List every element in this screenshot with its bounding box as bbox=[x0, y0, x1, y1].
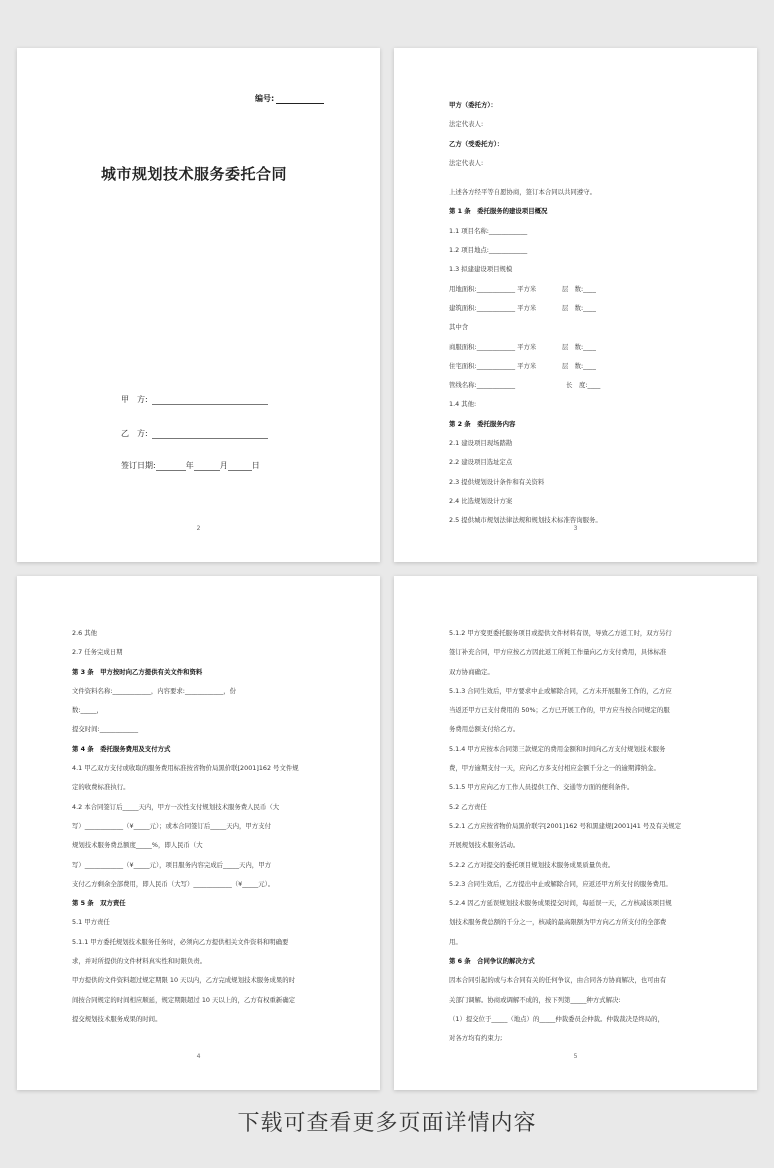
contract-number bbox=[255, 93, 324, 104]
text-line: 5.2.3 合同生效后，乙方提出中止或解除合同，应返还甲方所支付的服务费用。 bbox=[449, 879, 672, 888]
text-line: 上述各方经平等自愿协商，签订本合同以共同遵守。 bbox=[449, 188, 596, 197]
page-text bbox=[72, 624, 352, 1029]
text-line: 2.6 其他 bbox=[72, 629, 97, 637]
text-line: 1.4 其他: bbox=[449, 400, 477, 409]
text-line: 5.1.2 甲方变更委托服务项目或提供文件材料有误，导致乙方返工时，双方另行 bbox=[449, 629, 672, 637]
text-line: 2.1 建设项目现场踏勘 bbox=[449, 439, 513, 448]
text-line: 文件资料名称:____________，内容要求:____________，份 bbox=[72, 686, 237, 695]
text-line: 双方协商确定。 bbox=[449, 667, 494, 676]
day-blank bbox=[228, 461, 252, 471]
text-line: 签订补充合同，甲方应按乙方因此返工所耗工作量向乙方支付费用，具体标准 bbox=[449, 648, 667, 657]
text-line: 间按合同规定的时间相应顺延，规定期限超过 10 天以上的，乙方有权重新确定 bbox=[72, 995, 296, 1004]
page-text bbox=[449, 624, 729, 1049]
text-line: 5.2.2 乙方对提交的委托项目规划技术服务成果质量负责。 bbox=[449, 860, 615, 869]
party-a-blank bbox=[152, 395, 268, 405]
text-line: 2.4 比选规划设计方案 bbox=[449, 496, 513, 505]
text-line: 5.1.4 甲方应按本合同第三款规定的费用金额和时间向乙方支付规划技术服务 bbox=[449, 744, 666, 753]
text-line: 5.2.4 因乙方延误规划技术服务成果提交时间，每延误一天，乙方核减该项目规 bbox=[449, 899, 672, 908]
text-line: 2.7 任务完成日期 bbox=[72, 648, 123, 657]
page-text bbox=[449, 96, 729, 531]
party-a-line bbox=[121, 394, 268, 405]
text-line: 法定代表人: bbox=[449, 158, 484, 167]
sign-date-line bbox=[121, 460, 260, 471]
text-line: 住宅面积:____________ 平方米 层 数:____ bbox=[449, 361, 596, 370]
text-line: 1.2 项目地点:____________ bbox=[449, 246, 528, 255]
cover-page bbox=[17, 48, 380, 562]
text-line: 划技术服务费总额的千分之一，核减的最高限额为甲方向乙方所支付的全部费 bbox=[449, 918, 667, 927]
contract-page-3 bbox=[394, 48, 757, 562]
download-more-link[interactable]: 下载可查看更多页面详情内容 bbox=[237, 1111, 537, 1136]
text-line: 开展规划技术服务活动。 bbox=[449, 841, 520, 850]
text-line: 对各方均有约束力; bbox=[449, 1034, 503, 1043]
clause-heading: 第 4 条 委托服务费用及支付方式 bbox=[72, 744, 171, 753]
text-line: （1）提交位于_____（地点）的_____仲裁委员会仲裁。仲裁裁决是终局的， bbox=[449, 1014, 664, 1023]
party-b-label: 乙 方: bbox=[121, 429, 148, 438]
text-line: 支付乙方剩余全部费用，即人民币（大写）____________（¥_____元）。 bbox=[72, 879, 275, 888]
text-line: 管线名称:____________ 长 度:____ bbox=[449, 381, 601, 390]
party-b-blank bbox=[152, 429, 268, 439]
clause-heading: 第 2 条 委托服务内容 bbox=[449, 419, 516, 428]
text-line: 定的收费标准执行。 bbox=[72, 783, 130, 792]
sign-date-label: 签订日期: bbox=[121, 461, 156, 470]
text-line: 5.1.3 合同生效后，甲方要求中止或解除合同，乙方未开展服务工作的，乙方应 bbox=[449, 686, 672, 695]
text-line: 1.1 项目名称:____________ bbox=[449, 226, 528, 235]
text-line: 用。 bbox=[449, 937, 462, 946]
text-line: 写）____________（¥_____元）；或本合同签订后_____天内，甲方支付 bbox=[72, 821, 271, 830]
text-line: 5.2.1 乙方应按省物价局黑价联字[2001]162 号和黑建规[2001]41 号及有关规定 bbox=[449, 821, 682, 830]
day-label: 日 bbox=[251, 461, 260, 470]
clause-heading: 第 1 条 委托服务的建设项目概况 bbox=[449, 207, 548, 216]
page-number: 4 bbox=[196, 1053, 201, 1060]
text-line: 5.1 甲方责任 bbox=[72, 918, 110, 927]
text-line: 因本合同引起的或与本合同有关的任何争议，由合同各方协商解决，也可由有 bbox=[449, 976, 667, 985]
contract-page-4 bbox=[17, 576, 380, 1090]
clause-heading: 甲方（委托方）： bbox=[449, 101, 497, 109]
text-line: 提交时间:____________ bbox=[72, 725, 139, 734]
text-line: 写）____________（¥_____元），项目服务内容完成后_____天内，甲方 bbox=[72, 860, 271, 869]
page-number: 3 bbox=[573, 525, 578, 532]
text-line: 用地面积:____________ 平方米 层 数:____ bbox=[449, 284, 596, 293]
clause-heading: 第 3 条 甲方按时向乙方提供有关文件和资料 bbox=[72, 667, 203, 676]
year-label: 年 bbox=[185, 461, 194, 470]
clause-heading: 第 6 条 合同争议的解决方式 bbox=[449, 957, 535, 966]
party-a-label: 甲 方: bbox=[121, 395, 148, 404]
clause-heading: 乙方（受委托方）： bbox=[449, 139, 504, 148]
text-line: 商服面积:____________ 平方米 层 数:____ bbox=[449, 342, 596, 351]
text-line: 其中含 bbox=[449, 323, 469, 332]
text-line: 5.2 乙方责任 bbox=[449, 802, 487, 811]
text-line: 关部门调解。协商或调解不成的，按下列第_____种方式解决: bbox=[449, 995, 621, 1004]
page-number: 2 bbox=[196, 525, 201, 532]
spacer bbox=[449, 173, 729, 183]
text-line: 建筑面积:____________ 平方米 层 数:____ bbox=[449, 303, 596, 312]
month-blank bbox=[194, 461, 220, 471]
text-line: 2.2 建设项目选址定点 bbox=[449, 458, 513, 467]
text-line: 甲方提供的文件资料超过规定期限 10 天以内，乙方完成规划技术服务成果的时 bbox=[72, 976, 296, 985]
text-line: 5.1.1 甲方委托规划技术服务任务时，必须向乙方提供相关文件资料和明确要 bbox=[72, 937, 289, 946]
text-line: 费，甲方逾期支付一天，应向乙方多支付相应金额千分之一的逾期滞纳金。 bbox=[449, 764, 660, 773]
text-line: 当返还甲方已支付费用的 50%；乙方已开展工作的，甲方应当按合同规定的服 bbox=[449, 706, 670, 715]
clause-heading: 第 5 条 双方责任 bbox=[72, 899, 126, 908]
text-line: 数:_____， bbox=[72, 706, 103, 715]
text-line: 5.1.5 甲方应向乙方工作人员提供工作、交通等方面的便利条件。 bbox=[449, 783, 634, 792]
text-line: 2.3 提供规划设计条件和有关资料 bbox=[449, 477, 545, 486]
year-blank bbox=[156, 461, 186, 471]
contract-page-5 bbox=[394, 576, 757, 1090]
text-line: 4.1 甲乙双方支付或收取的服务费用标准按省物价局黑价联[2001]162 号文件规 bbox=[72, 764, 299, 773]
text-line: 务费用总额支付给乙方。 bbox=[449, 725, 520, 734]
text-line: 2.5 提供城市规划法律法规和规划技术标准咨询服务。 bbox=[449, 516, 602, 525]
text-line: 法定代表人: bbox=[449, 120, 484, 129]
contract-number-label: 编号: bbox=[255, 94, 275, 103]
text-line: 4.2 本合同签订后_____天内，甲方一次性支付规划技术服务费人民币（大 bbox=[72, 802, 280, 811]
text-line: 规划技术服务费总额度_____%，即人民币（大 bbox=[72, 841, 203, 850]
text-line: 求，并对所提供的文件材料真实性和时限负责。 bbox=[72, 957, 207, 966]
page-number: 5 bbox=[573, 1053, 578, 1060]
contract-number-blank bbox=[276, 94, 324, 104]
text-line: 提交规划技术服务成果的时间。 bbox=[72, 1014, 162, 1023]
document-title: 城市规划技术服务委托合同 bbox=[101, 165, 288, 183]
party-b-line bbox=[121, 428, 268, 439]
text-line: 1.3 拟建建设项目规模 bbox=[449, 265, 513, 274]
month-label: 月 bbox=[219, 461, 228, 470]
